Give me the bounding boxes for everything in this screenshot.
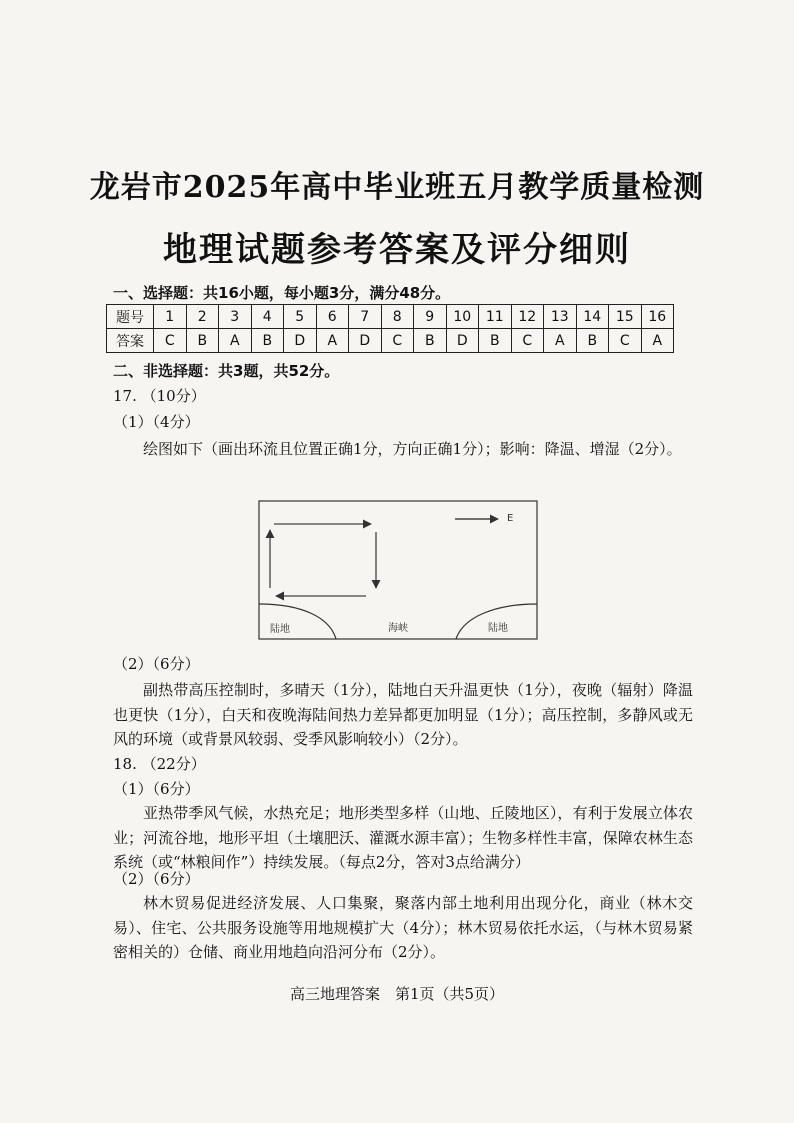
right-land-label: 陆地 (488, 623, 508, 634)
q18-part2-heading: （2）（6分） (113, 870, 200, 888)
q18-heading: 18. （22分） (113, 755, 206, 773)
q18-part1-heading: （1）（6分） (113, 780, 200, 798)
question-number: 3 (219, 305, 252, 329)
question-number: 14 (576, 305, 609, 329)
question-number: 9 (414, 305, 447, 329)
answer-cell: B (186, 329, 219, 353)
question-number: 13 (544, 305, 577, 329)
row-header-answer: 答案 (107, 329, 154, 353)
question-number: 11 (479, 305, 512, 329)
left-land-label: 陆地 (270, 624, 290, 635)
section-1-heading: 一、选择题：共16小题，每小题3分，满分48分。 (113, 284, 451, 302)
q17-part2-heading: （2）（6分） (113, 655, 200, 673)
answer-row (107, 329, 674, 353)
answer-cell: B (576, 329, 609, 353)
circulation-diagram (258, 500, 538, 640)
title-line-2: 地理试题参考答案及评分细则 (163, 230, 631, 270)
question-number-row (107, 305, 674, 329)
answer-cell: B (414, 329, 447, 353)
answer-cell: A (544, 329, 577, 353)
q17-part1-heading: （1）（4分） (113, 413, 200, 431)
answer-cell: C (511, 329, 544, 353)
section-2-heading: 二、非选择题：共3题，共52分。 (113, 362, 340, 380)
east-label: E (507, 513, 514, 524)
q18-part2-text: 林木贸易促进经济发展、人口集聚，聚落内部土地利用出现分化，商业（林木交易）、住宅、公共服务设施等用地规模扩大（4分）；林木贸易依托水运，（与林木贸易紧密相关的）仓储、商业用地趋向沿河分布（2分）。 (113, 894, 693, 961)
page-footer: 高三地理答案 第1页（共5页） (289, 985, 505, 1003)
question-number: 7 (349, 305, 382, 329)
question-number: 12 (511, 305, 544, 329)
answer-table (106, 304, 674, 353)
answer-cell: C (154, 329, 187, 353)
answer-cell: B (479, 329, 512, 353)
q18-part1-text: 亚热带季风气候，水热充足；地形类型多样（山地、丘陵地区），有利于发展立体农业；河流谷地，地形平坦（土壤肥沃、灌溉水源丰富）；生物多样性丰富，保障农林生态系统（或“林粮间作”）持续发展。（每点2分，答对3点给满分） (113, 804, 693, 871)
answer-cell: D (446, 329, 479, 353)
question-number: 16 (641, 305, 674, 329)
q17-part2-text: 副热带高压控制时，多晴天（1分），陆地白天升温更快（1分），夜晚（辐射）降温也更快（1分），白天和夜晚海陆间热力差异都更加明显（1分）；高压控制，多静风或无风的环境（或背景风较弱、受季风影响较小）（2分）。 (113, 681, 693, 748)
title-line-1: 龙岩市2025年高中毕业班五月教学质量检测 (89, 170, 705, 205)
strait-label: 海峡 (388, 623, 408, 634)
question-number: 6 (316, 305, 349, 329)
answer-cell: A (219, 329, 252, 353)
question-number: 10 (446, 305, 479, 329)
answer-cell: C (609, 329, 642, 353)
row-header-number: 题号 (107, 305, 154, 329)
question-number: 1 (154, 305, 187, 329)
question-number: 5 (284, 305, 317, 329)
q17-part1-text: 绘图如下（画出环流且位置正确1分，方向正确1分）；影响：降温、增湿（2分）。 (143, 440, 682, 458)
question-number: 4 (251, 305, 284, 329)
question-number: 15 (609, 305, 642, 329)
answer-cell: A (641, 329, 674, 353)
question-number: 2 (186, 305, 219, 329)
answer-cell: D (349, 329, 382, 353)
answer-cell: D (284, 329, 317, 353)
answer-cell: A (316, 329, 349, 353)
q17-heading: 17. （10分） (113, 387, 206, 405)
answer-cell: B (251, 329, 284, 353)
answer-cell: C (381, 329, 414, 353)
question-number: 8 (381, 305, 414, 329)
